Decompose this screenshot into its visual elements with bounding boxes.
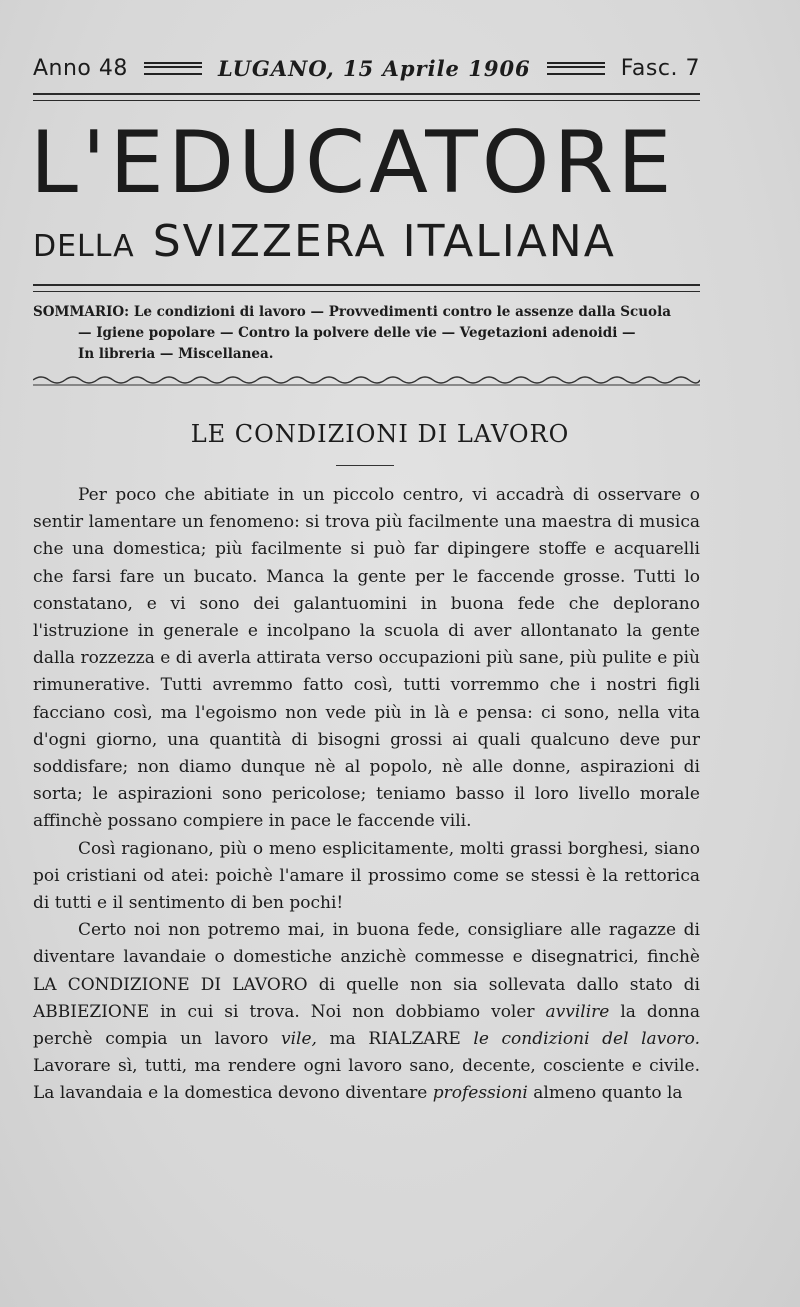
italic-run: avvilire [545, 1001, 610, 1022]
table-of-contents [33, 302, 700, 365]
sommario-line: Le condizioni di lavoro — Provvedimenti contro le assenze dalla Scuola [133, 304, 671, 320]
sommario-label: SOMMARIO: [33, 304, 130, 320]
text-run: Certo noi non potremo mai, in buona fede, consigliare alle ragazze di diventare lavandaie o domestiche anzichè commesse e disegnatrici, finchè LA CONDIZIONE DI LAVORO di quelle non sia sollevata dallo stato di ABBIEZIONE in cui si trova. Noi non dobbiamo voler [33, 920, 700, 1022]
italic-run: professioni [432, 1083, 528, 1104]
journal-title: L'EDUCATORE [30, 113, 676, 213]
divider-rule [33, 284, 700, 292]
text-run: Lavorare sì, tutti, ma rendere ogni lavoro sano, decente, cosciente e civile. La lavandaia e la domestica devono diventare [33, 1056, 700, 1104]
masthead [33, 50, 700, 86]
issue-date: LUGANO, 15 Aprile 1906 [217, 55, 531, 81]
decorative-rule [144, 62, 202, 75]
issue-year: Anno 48 [33, 55, 128, 81]
text-run: almeno quanto la [527, 1083, 683, 1104]
divider-rule [33, 93, 700, 101]
paragraph: Per poco che abitiate in un piccolo centro, vi accadrà di osservare o sentir lamentare un fenomeno: si trova più facilmente una maestra di musica che una domestica; più facilmente si può far dipingere stoffe e acquarelli che farsi fare un bucato. Manca la gente per le faccende grosse. Tutti lo constatano, e vi sono dei galantuomini in buona fede che deplorano l'istruzione in generale e incolpano la scuola di aver allontanato la gente dalla rozzezza e di averla attirata verso occupazioni più sane, più pulite e più rimunerative. Tutti avremmo fatto così, tutti vorremmo che i nostri figli facciano così, ma l'egoismo non vede più in là e pensa: ci sono, nella vita d'ogni giorno, una quantità di bisogni grossi ai quali qualcuno deve pur soddisfare; non diamo dunque nè al popolo, nè alle donne, aspirazioni di sorta; le aspirazioni sono pericolose; teniamo basso il loro livello morale affinchè possano compiere in pace le faccende vili. [33, 485, 700, 832]
subtitle-prefix: DELLA [33, 229, 135, 264]
sommario-line: — Igiene popolare — Contro la polvere delle vie — Vegetazioni adenoidi — [78, 325, 636, 341]
text-run: la donna perchè compia un lavoro [33, 1001, 701, 1050]
article-title: LE CONDIZIONI DI LAVORO [190, 420, 570, 448]
sommario-line: In libreria — Miscellanea. [78, 346, 274, 362]
italic-run: le condizioni del lavoro. [473, 1029, 700, 1050]
text-run: ma RIALZARE [316, 1029, 474, 1050]
issue-number: Fasc. 7 [620, 55, 700, 81]
article-body [33, 482, 700, 1108]
italic-run: vile, [281, 1029, 317, 1050]
paragraph [33, 917, 700, 1107]
decorative-rule [547, 62, 605, 75]
subtitle-main: SVIZZERA ITALIANA [152, 216, 616, 267]
title-underline [336, 465, 394, 466]
wavy-ornament [33, 373, 700, 387]
journal-subtitle [33, 214, 705, 275]
paragraph: Così ragionano, più o meno esplicitamente, molti grassi borghesi, siano poi cristiani od atei: poichè l'amare il prossimo come se stessi è la rettorica di tutti e il sentimento di ben pochi! [33, 838, 700, 914]
